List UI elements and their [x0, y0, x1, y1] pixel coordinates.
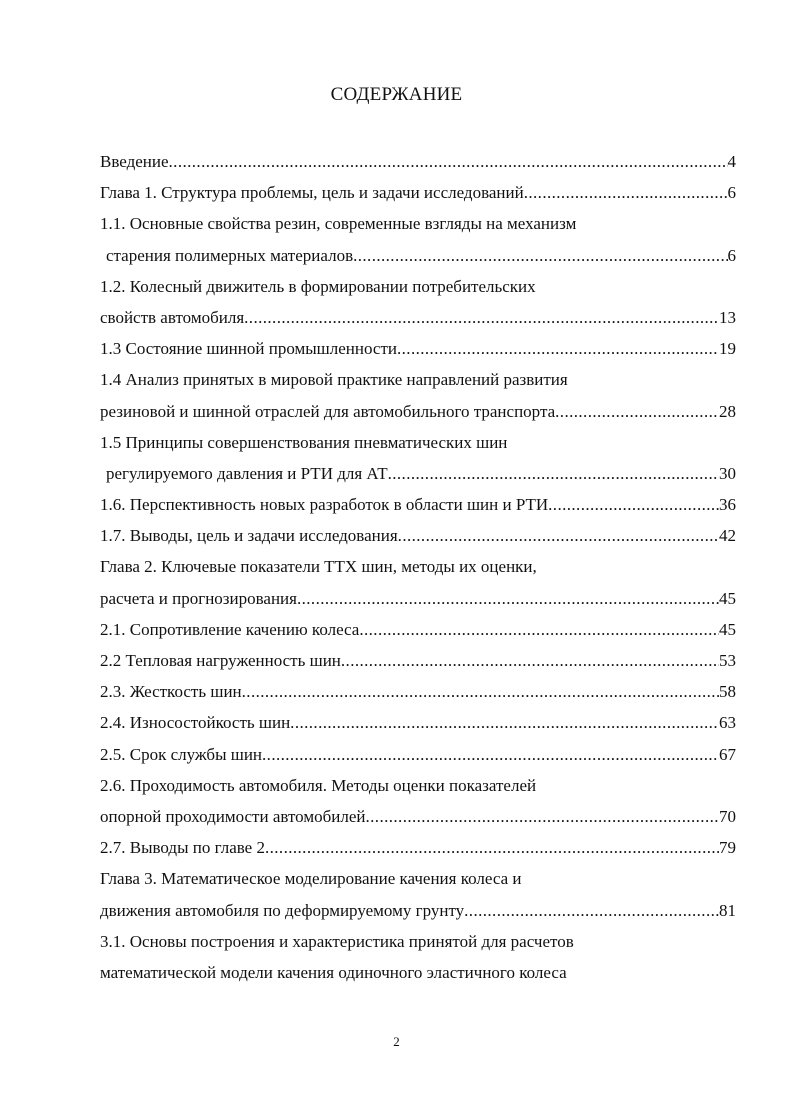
- toc-page-number: 81: [719, 900, 736, 920]
- toc-line: [100, 957, 736, 988]
- toc-line: [100, 739, 736, 770]
- toc-entry-text: 2.1. Сопротивление качению колеса: [100, 619, 360, 639]
- toc-page-number: 63: [719, 713, 736, 733]
- toc-line: [100, 801, 736, 832]
- toc-entry: [100, 364, 736, 426]
- toc-line: [100, 770, 736, 801]
- toc-line: [100, 271, 736, 302]
- toc-page-number: 58: [719, 682, 736, 702]
- dot-leader: [242, 676, 719, 707]
- toc-entry-text: 1.6. Перспективность новых разработок в области шин и РТИ: [100, 495, 549, 515]
- dot-leader: [366, 801, 720, 832]
- dot-leader: [388, 458, 719, 489]
- toc-line: [100, 551, 736, 582]
- dot-leader: [169, 146, 728, 177]
- toc-entry-text: 1.1. Основные свойства резин, современные взгляды на механизм: [100, 214, 577, 234]
- toc-page-number: 36: [719, 495, 736, 515]
- toc-page-number: 45: [719, 619, 736, 639]
- toc-entry: [100, 614, 736, 645]
- toc-entry-text: движения автомобиля по деформируемому грунту: [100, 900, 465, 920]
- toc-entry-text: 1.5 Принципы совершенствования пневматических шин: [100, 432, 508, 452]
- page-title: СОДЕРЖАНИЕ: [330, 84, 463, 105]
- toc-entry-text: Глава 3. Математическое моделирование качения колеса и: [100, 869, 522, 889]
- dot-leader: [341, 645, 719, 676]
- toc-line: [100, 177, 736, 208]
- toc-page-number: 45: [719, 588, 736, 608]
- dot-leader: [464, 895, 719, 926]
- toc-entry: [100, 770, 736, 832]
- toc-entry-text: 1.3 Состояние шинной промышленности: [100, 339, 397, 359]
- toc-entry-text: свойств автомобиля: [100, 307, 245, 327]
- toc-entry: [100, 863, 736, 925]
- toc-line: [100, 707, 736, 738]
- toc-line: [100, 614, 736, 645]
- dot-leader: [244, 302, 719, 333]
- toc-entry: [100, 146, 736, 177]
- toc-entry-text: 1.7. Выводы, цель и задачи исследования: [100, 526, 398, 546]
- toc-entry-text: 1.4 Анализ принятых в мировой практике направлений развития: [100, 370, 568, 390]
- dot-leader: [524, 177, 728, 208]
- toc-entry-text: опорной проходимости автомобилей: [100, 806, 366, 826]
- toc-line: [100, 489, 736, 520]
- toc-entry: [100, 926, 736, 988]
- dot-leader: [353, 240, 727, 271]
- toc-entry: [100, 427, 736, 489]
- toc-page-number: 70: [719, 806, 736, 826]
- toc-entry-text: 3.1. Основы построения и характеристика принятой для расчетов: [100, 931, 574, 951]
- toc-entry: [100, 676, 736, 707]
- toc-entry-text: 2.5. Срок службы шин: [100, 744, 263, 764]
- toc-page-number: 6: [727, 183, 736, 203]
- page-number: 2: [393, 1034, 400, 1049]
- toc-page-number: 79: [719, 838, 736, 858]
- toc-entry: [100, 333, 736, 364]
- toc-line: [100, 583, 736, 614]
- toc-line: [100, 146, 736, 177]
- toc-line: [100, 895, 736, 926]
- dot-leader: [555, 396, 719, 427]
- toc-line: [100, 863, 736, 894]
- toc-entry-text: 2.4. Износостойкость шин: [100, 713, 291, 733]
- dot-leader: [397, 333, 719, 364]
- toc-line: [100, 520, 736, 551]
- toc-entry-text: расчета и прогнозирования: [100, 588, 297, 608]
- toc-line: [100, 832, 736, 863]
- toc-line: [100, 427, 736, 458]
- toc-page-number: 28: [719, 401, 736, 421]
- toc-entry: [100, 271, 736, 333]
- toc-entry-text: Глава 1. Структура проблемы, цель и задачи исследований: [100, 183, 524, 203]
- toc-entry: [100, 707, 736, 738]
- toc-entry-text: Введение: [100, 152, 169, 171]
- table-of-contents: [100, 146, 736, 988]
- dot-leader: [359, 614, 719, 645]
- toc-entry-text: Глава 2. Ключевые показатели ТТХ шин, методы их оценки,: [100, 557, 537, 577]
- toc-page-number: 19: [719, 339, 736, 359]
- toc-line: [100, 645, 736, 676]
- dot-leader: [398, 520, 719, 551]
- dot-leader: [262, 739, 719, 770]
- toc-entry-text: 2.3. Жесткость шин: [100, 682, 242, 702]
- toc-entry-text: регулируемого давления и РТИ для АТ: [106, 463, 388, 483]
- dot-leader: [548, 489, 719, 520]
- toc-entry-text: старения полимерных материалов: [106, 245, 354, 265]
- toc-page-number: 67: [719, 744, 736, 764]
- toc-entry: [100, 489, 736, 520]
- toc-line: [100, 396, 736, 427]
- toc-entry: [100, 645, 736, 676]
- toc-entry: [100, 739, 736, 770]
- toc-entry-text: 2.7. Выводы по главе 2: [100, 838, 265, 858]
- toc-page-number: 30: [719, 463, 736, 483]
- toc-entry-text: 2.6. Проходимость автомобиля. Методы оценки показателей: [100, 775, 537, 795]
- toc-page-number: 13: [719, 307, 736, 327]
- toc-entry: [100, 520, 736, 551]
- toc-entry: [100, 832, 736, 863]
- toc-entry-text: резиновой и шинной отраслей для автомобильного транспорта: [100, 401, 556, 421]
- toc-line: [100, 208, 736, 239]
- toc-entry: [100, 551, 736, 613]
- toc-line: [100, 458, 736, 489]
- toc-line: [100, 926, 736, 957]
- dot-leader: [265, 832, 719, 863]
- dot-leader: [290, 707, 719, 738]
- toc-page-number: 4: [727, 152, 736, 171]
- toc-entry-text: 2.2 Тепловая нагруженность шин: [100, 651, 341, 670]
- toc-entry-text: математической модели качения одиночного эластичного колеса: [100, 962, 567, 982]
- toc-line: [100, 240, 736, 271]
- toc-entry-text: 1.2. Колесный движитель в формировании потребительских: [100, 276, 536, 296]
- toc-line: [100, 333, 736, 364]
- toc-line: [100, 676, 736, 707]
- toc-page-number: 53: [719, 651, 736, 670]
- toc-line: [100, 302, 736, 333]
- dot-leader: [297, 583, 719, 614]
- toc-entry: [100, 177, 736, 208]
- toc-page-number: 42: [719, 526, 736, 546]
- toc-entry: [100, 208, 736, 270]
- toc-page-number: 6: [727, 245, 736, 265]
- toc-line: [100, 364, 736, 395]
